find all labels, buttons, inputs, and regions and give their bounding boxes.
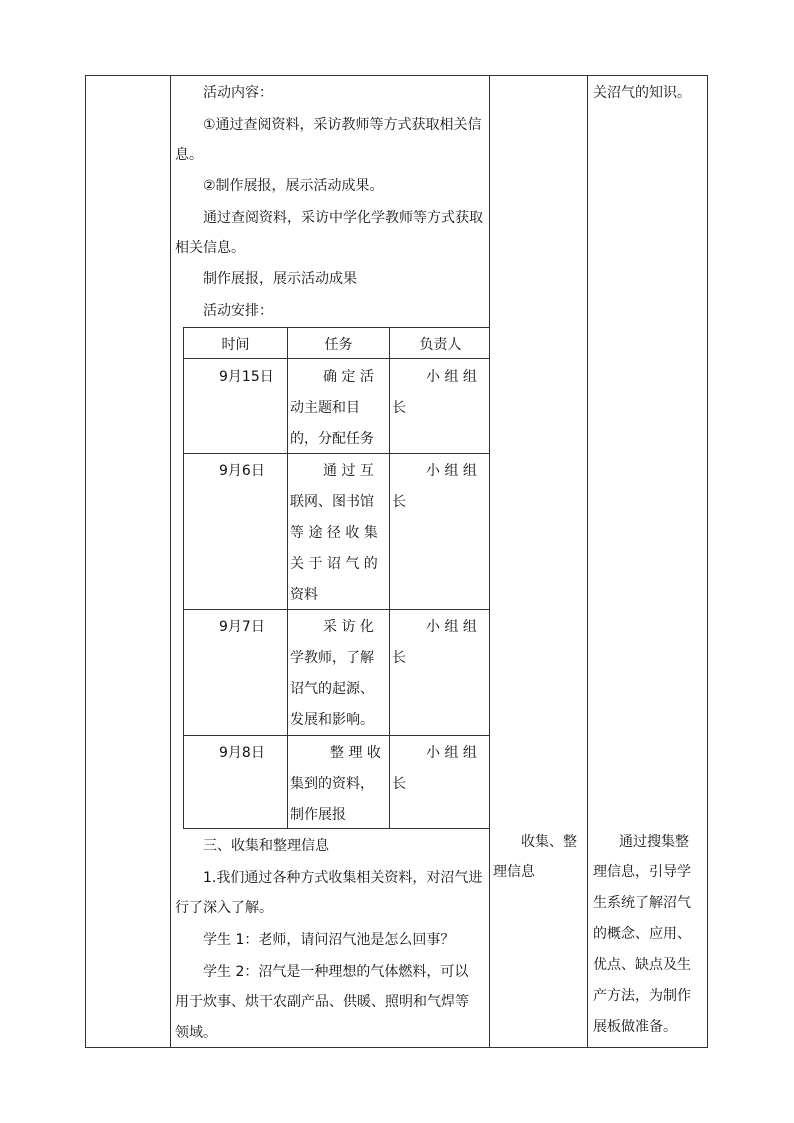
schedule-row-divider — [184, 735, 489, 736]
schedule-row-divider — [184, 358, 489, 359]
activity-item-1-cont: 息。 — [175, 147, 203, 163]
stage-label: 收集、整 — [521, 834, 577, 850]
schedule-row-divider — [184, 453, 489, 454]
intent-column — [588, 76, 707, 1047]
section-3-title: 三、收集和整理信息 — [203, 838, 329, 854]
intent-line: 优点、缺点及生 — [593, 957, 691, 973]
paragraph-2: 制作展报，展示活动成果 — [203, 271, 357, 287]
student-2-text-cont: 用于炊事、烘干农副产品、供暖、照明和气焊等 — [175, 994, 469, 1010]
activity-content-label: 活动内容： — [203, 85, 273, 101]
student-2-text: 学生 2：沼气是一种理想的气体燃料，可以 — [203, 964, 469, 980]
schedule-divider — [287, 328, 288, 828]
section-3-item-1-cont: 行了深入了解。 — [175, 900, 273, 916]
lesson-plan-table — [85, 75, 708, 1048]
activity-item-1: ①通过查阅资料，采访教师等方式获取相关信 — [203, 117, 482, 133]
intent-line: 理信息，引导学 — [593, 864, 691, 880]
student-1-text: 学生 1：老师，请问沼气池是怎么回事？ — [203, 932, 455, 948]
paragraph-1-cont: 相关信息。 — [175, 240, 245, 256]
student-2-text-end: 领域。 — [175, 1025, 217, 1041]
intent-line: 产方法，为制作 — [593, 988, 691, 1004]
paragraph-1: 通过查阅资料，采访中学化学教师等方式获取 — [203, 210, 483, 226]
schedule-table: 时间 任务 负责人 9月15日 确 定 活 动主题和目 的，分配任务 小 组 组 长 9月6日 通 过 互 联网、图书馆 等 途 径 收 集 关 于 诏 气 的 资料 小 组 组 长 9月7日 采 访 化 学教师，了解 诏气的起源、 发展和影响。 小 组 组 长 9月8日 整 理 收 集到的资料， 制作展报 小 组 组 长 — [183, 327, 490, 829]
schedule-label: 活动安排： — [203, 303, 273, 319]
schedule-row-divider — [184, 609, 489, 610]
intent-line: 生系统了解沼气 — [593, 895, 691, 911]
activity-item-2: ②制作展报，展示活动成果。 — [203, 178, 384, 194]
column-divider — [170, 76, 171, 1047]
intent-line: 通过搜集整 — [619, 834, 689, 850]
intent-line: 展板做准备。 — [593, 1019, 677, 1035]
stage-column — [490, 76, 588, 1047]
intent-top-text: 关沼气的知识。 — [593, 85, 691, 101]
schedule-divider — [389, 328, 390, 828]
schedule-header-task: 任务 — [324, 337, 353, 353]
intent-line: 的概念、应用、 — [593, 926, 691, 942]
stage-label-cont: 理信息 — [493, 864, 535, 880]
schedule-header-time: 时间 — [221, 337, 250, 353]
schedule-header-owner: 负责人 — [419, 337, 462, 353]
section-3-item-1: 1.我们通过各种方式收集相关资料，对沼气进 — [203, 870, 483, 886]
